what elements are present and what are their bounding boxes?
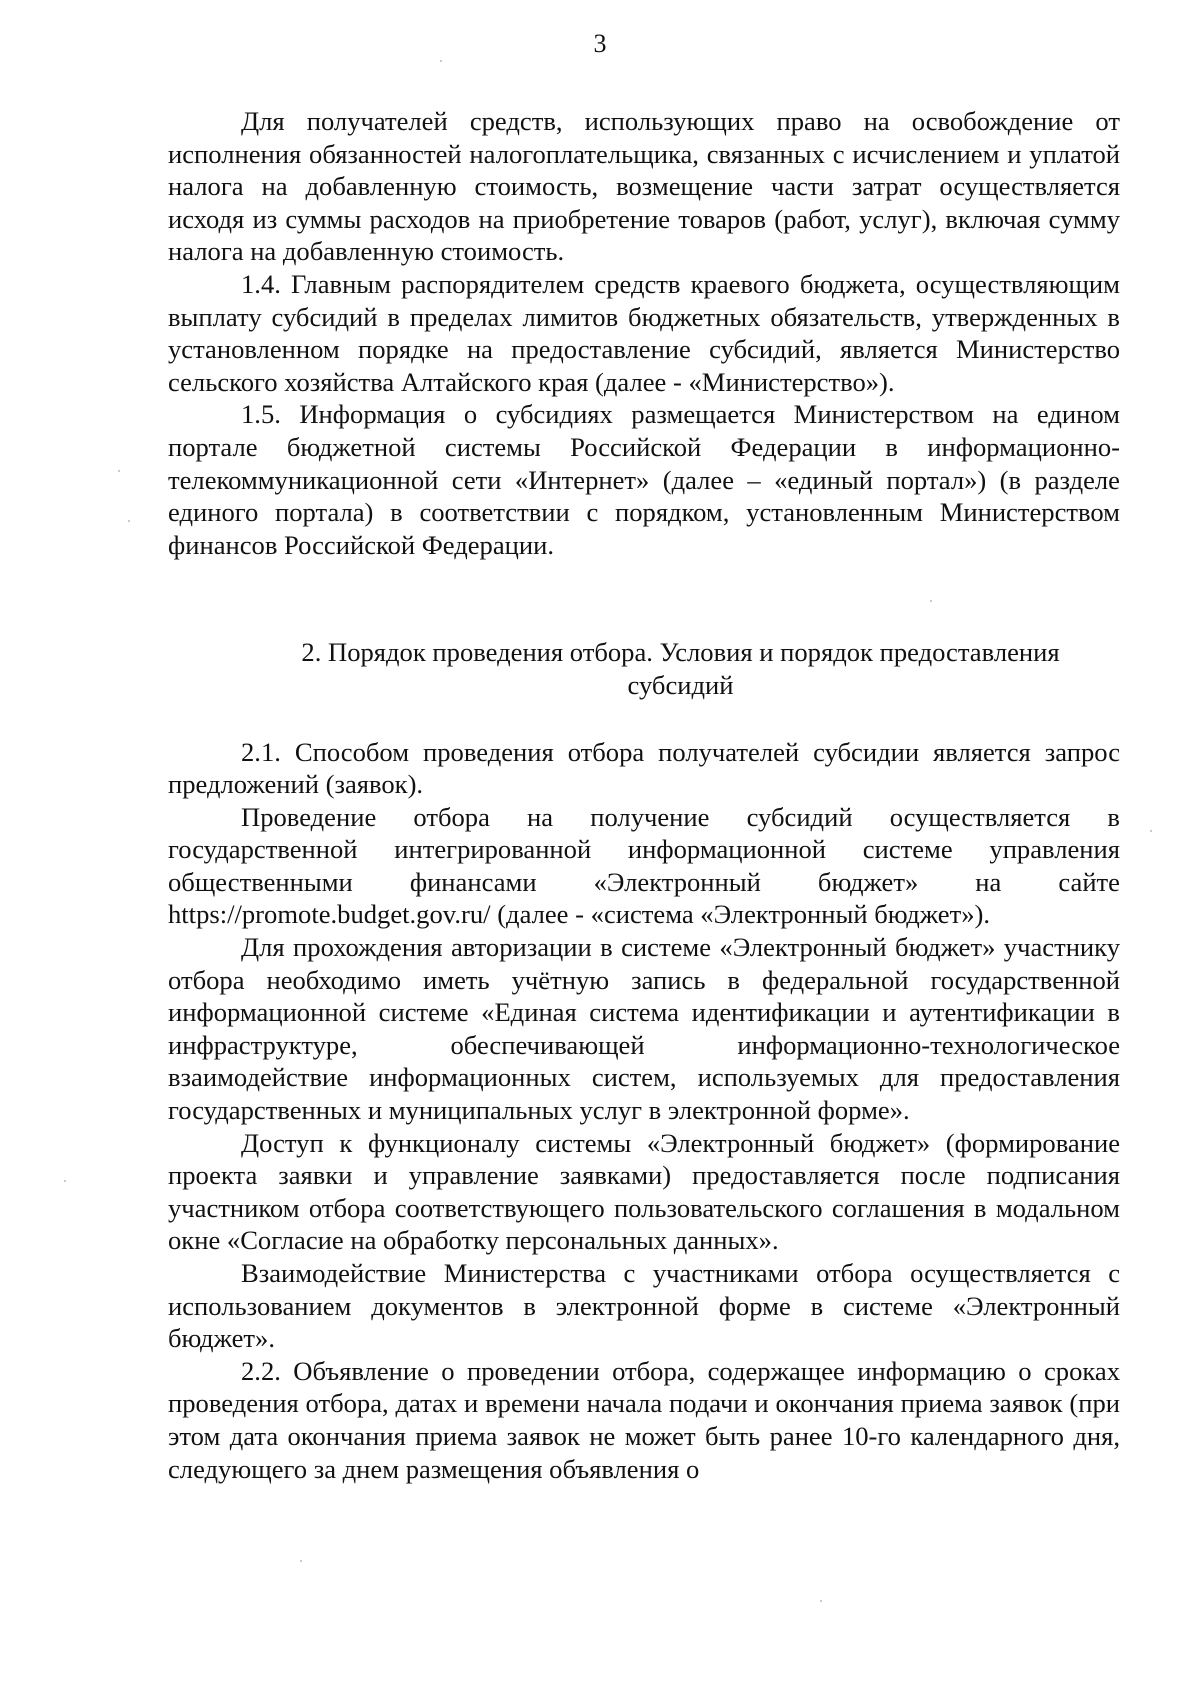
scan-speck <box>820 1600 822 1602</box>
section-heading-line-1: 2. Порядок проведения отбора. Условия и порядок предоставления <box>301 637 1060 668</box>
scan-speck <box>118 470 120 472</box>
section-heading-2 <box>168 636 1120 701</box>
paragraph-electronic-budget: Проведение отбора на получение субсидий осуществляется в государственной интегрированной информационной системе управления общественными финансами «Электронный бюджет» на сайте https://promote.budget.gov.ru/ (далее - «система «Электронный бюджет»). <box>168 801 1120 930</box>
paragraph-vat-exemption: Для получателей средств, использующих право на освобождение от исполнения обязанностей налогоплательщика, связанных с исчислением и уплатой налога на добавленную стоимость, возмещение части затрат осуществляется исходя из суммы расходов на приобретение товаров (работ, услуг), включая сумму налога на добавленную стоимость. <box>168 106 1120 267</box>
scan-speck <box>930 600 932 602</box>
scan-speck <box>1150 830 1152 832</box>
scan-speck <box>128 520 130 522</box>
paragraph-access: Доступ к функционалу системы «Электронный бюджет» (формирование проекта заявки и управление заявками) предоставляется после подписания участником отбора соответствующего пользовательского соглашения в модальном окне «Согласие на обработку персональных данных». <box>168 1127 1120 1256</box>
section-heading-line-2: субсидий <box>627 669 734 700</box>
document-body <box>168 105 1120 1485</box>
scan-speck <box>64 1180 66 1182</box>
page-number: 3 <box>593 29 607 58</box>
paragraph-2-2: 2.2. Объявление о проведении отбора, содержащее информацию о сроках проведения отбора, датах и времени начала подачи и окончания приема заявок (при этом дата окончания приема заявок не может быть ранее 10-го календарного дня, следующего за днем размещения объявления о <box>168 1355 1120 1484</box>
paragraph-1-5: 1.5. Информация о субсидиях размещается Министерством на едином портале бюджетной системы Российской Федерации в информационно-телекоммуникационной сети «Интернет» (далее – «единый портал») (в разделе единого портала) в соответствии с порядком, установленным Министерством финансов Российской Федерации. <box>168 399 1120 560</box>
section-2-body <box>168 736 1120 1486</box>
paragraph-2-1: 2.1. Способом проведения отбора получателей субсидии является запрос предложений (заявок). <box>168 736 1120 800</box>
paragraph-1-4: 1.4. Главным распорядителем средств краевого бюджета, осуществляющим выплату субсидий в пределах лимитов бюджетных обязательств, утвержденных в установленном порядке на предоставление субсидий, является Министерство сельского хозяйства Алтайского края (далее - «Министерство»). <box>168 268 1120 397</box>
scan-speck <box>440 60 442 62</box>
scan-speck <box>300 1560 302 1562</box>
paragraph-interaction: Взаимодействие Министерства с участниками отбора осуществляется с использованием документов в электронной форме в системе «Электронный бюджет». <box>168 1258 1120 1354</box>
paragraph-authorization: Для прохождения авторизации в системе «Электронный бюджет» участнику отбора необходимо иметь учётную запись в федеральной государственной информационной системе «Единая система идентификации и аутентификации в инфраструктуре, обеспечивающей информационно-технологическое взаимодействие информационных систем, используемых для предоставления государственных и муниципальных услуг в электронной форме». <box>168 932 1120 1126</box>
